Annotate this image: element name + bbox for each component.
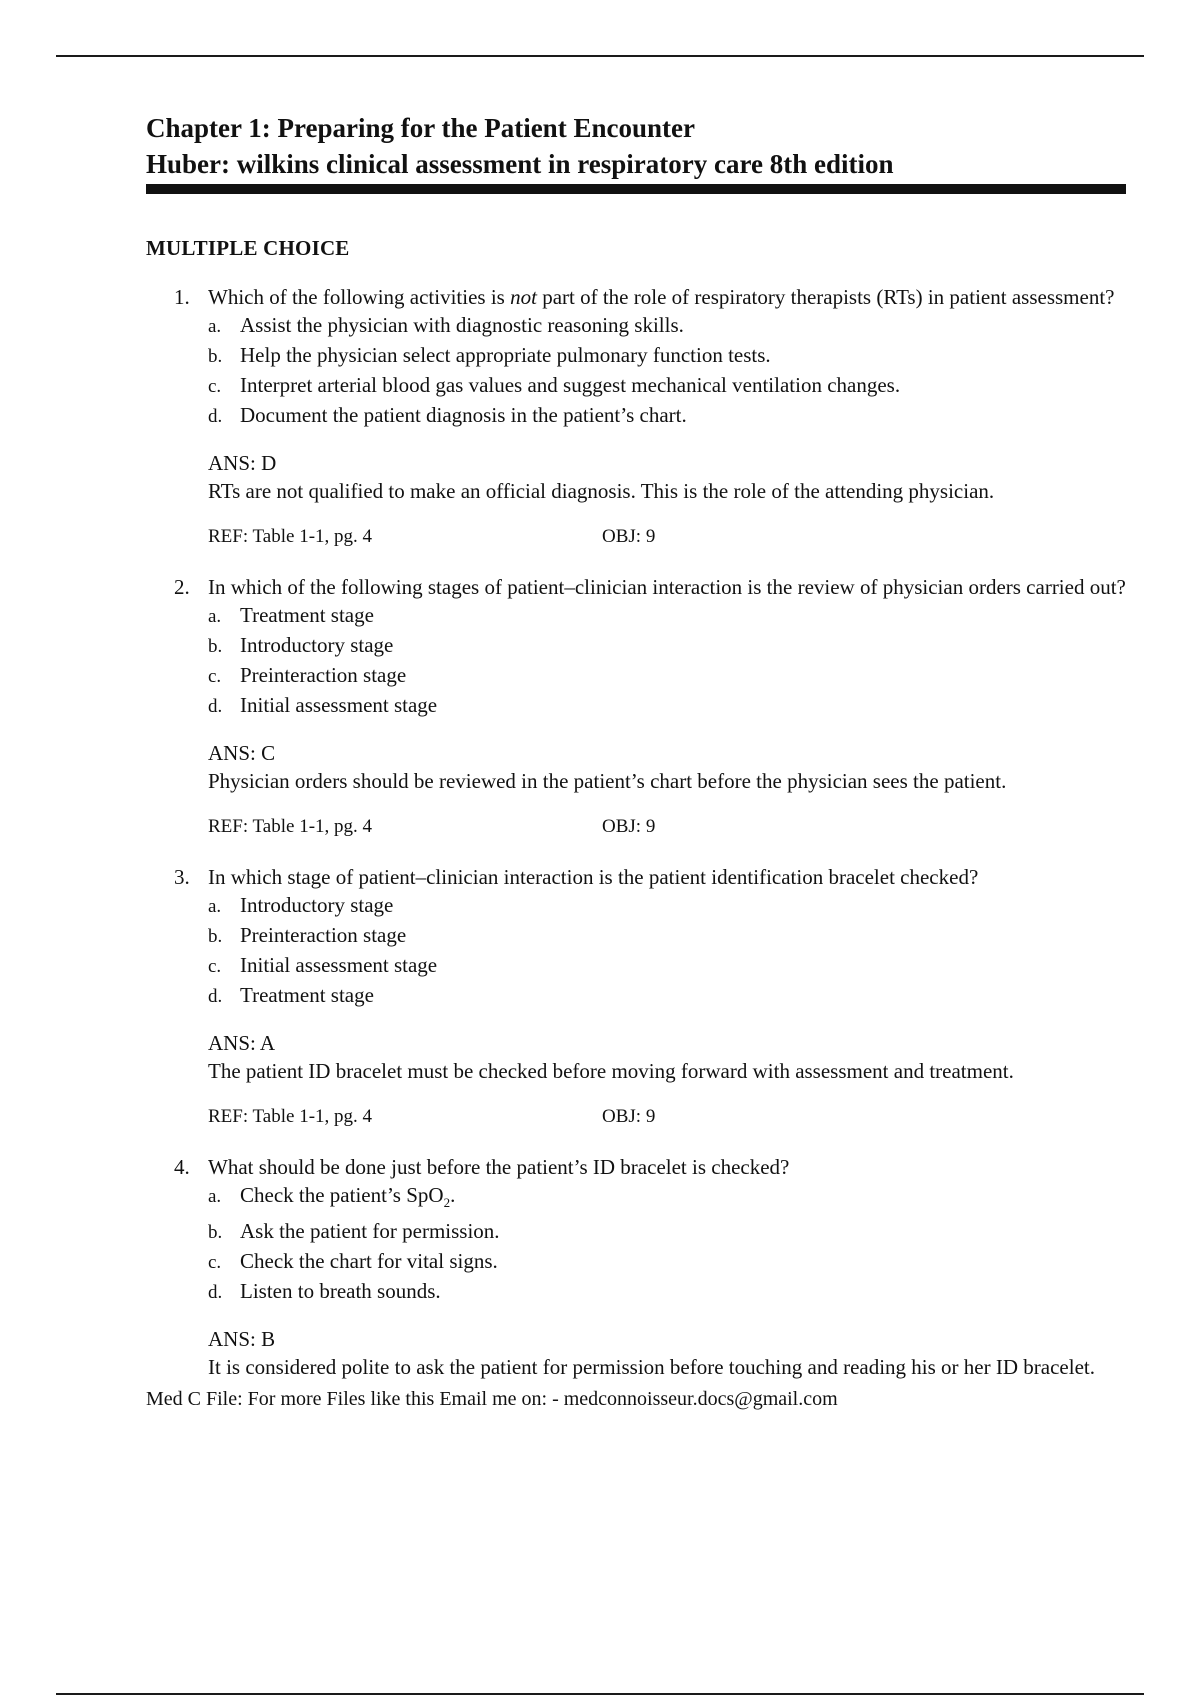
answer-rationale: The patient ID bracelet must be checked before moving forward with assessment and treatment.: [208, 1059, 1014, 1083]
stem-part: Which of the following activities is: [208, 285, 511, 309]
choice-letter: b.: [208, 636, 223, 657]
answer-label: ANS: A: [208, 1031, 276, 1055]
answer-rationale: RTs are not qualified to make an official diagnosis. This is the role of the attending physician.: [208, 479, 995, 503]
answer-block: [208, 449, 1126, 551]
choice-list: [208, 601, 1126, 721]
stem-emphasis: not: [510, 285, 537, 309]
reference-row: [208, 813, 1126, 841]
choice-text: Treatment stage: [240, 603, 374, 627]
question-stem: In which of the following stages of patient–clinician interaction is the review of physician orders carried out?: [208, 575, 1126, 599]
question-stem: [208, 283, 1126, 311]
question-1: [174, 283, 1126, 551]
choice-text: Ask the patient for permission.: [240, 1219, 500, 1244]
choice-text: Assist the physician with diagnostic reasoning skills.: [240, 313, 684, 337]
choice-text: Check the patient’s SpO: [240, 1183, 444, 1207]
choice-letter: c.: [208, 956, 222, 977]
choice-letter: c.: [208, 376, 222, 397]
reference-text: REF: Table 1-1, pg. 4: [208, 1106, 373, 1127]
choice-c: [208, 951, 1126, 981]
answer-block: [208, 1325, 1126, 1381]
book-title: Huber: wilkins clinical assessment in respiratory care 8th edition: [146, 149, 894, 179]
choice-c: [208, 661, 1126, 691]
choice-list: [208, 311, 1126, 431]
choice-a: [208, 1181, 1126, 1217]
choice-d: [208, 1277, 1126, 1307]
reference-row: [208, 1103, 1126, 1131]
top-rule: [56, 55, 1144, 57]
choice-text: Interpret arterial blood gas values and suggest mechanical ventilation changes.: [240, 373, 901, 397]
answer-rationale: Physician orders should be reviewed in the patient’s chart before the physician sees the patient.: [208, 769, 1007, 793]
choice-d: [208, 981, 1126, 1011]
choice-text: Treatment stage: [240, 983, 374, 1007]
question-number: 2.: [174, 575, 190, 599]
choice-text: Document the patient diagnosis in the patient’s chart.: [240, 403, 687, 427]
footer-note: Med C File: For more Files like this Email me on: - medconnoisseur.docs@gmail.com: [146, 1388, 838, 1411]
choice-c: [208, 1247, 1126, 1277]
answer-label: ANS: D: [208, 451, 277, 475]
objective-text: OBJ: 9: [602, 526, 656, 547]
choice-text: Initial assessment stage: [240, 693, 438, 717]
choice-a: [208, 601, 1126, 631]
choice-letter: a.: [208, 896, 222, 917]
answer-rationale: It is considered polite to ask the patient for permission before touching and reading his or her ID bracelet.: [208, 1355, 1095, 1380]
reference-row: [208, 523, 1126, 551]
question-stem: What should be done just before the patient’s ID bracelet is checked?: [208, 1155, 790, 1179]
choice-letter: d.: [208, 696, 223, 717]
choice-text-end: .: [450, 1183, 456, 1207]
question-3: [174, 863, 1126, 1131]
choice-text: Introductory stage: [240, 633, 394, 657]
choice-subscript: 2: [443, 1195, 451, 1211]
question-number: 3.: [174, 865, 190, 889]
bottom-rule: [56, 1693, 1144, 1695]
choice-letter: d.: [208, 406, 223, 427]
reference-text: REF: Table 1-1, pg. 4: [208, 816, 373, 837]
chapter-title: Chapter 1: Preparing for the Patient Encounter: [146, 113, 695, 143]
objective-text: OBJ: 9: [602, 1106, 656, 1127]
choice-letter: a.: [208, 316, 222, 337]
choice-letter: d.: [208, 986, 223, 1007]
choice-b: [208, 921, 1126, 951]
choice-text: Introductory stage: [240, 893, 394, 917]
page-content: [146, 110, 1126, 1413]
choice-a: [208, 311, 1126, 341]
choice-d: [208, 691, 1126, 721]
answer-block: [208, 1029, 1126, 1131]
choice-list: [208, 891, 1126, 1011]
choice-letter: b.: [208, 1222, 223, 1244]
answer-label: ANS: B: [208, 1327, 276, 1352]
choice-text: Check the chart for vital signs.: [240, 1249, 498, 1274]
choice-text: Listen to breath sounds.: [240, 1279, 441, 1304]
choice-text: Help the physician select appropriate pulmonary function tests.: [240, 343, 771, 367]
question-number: 4.: [174, 1155, 190, 1179]
choice-letter: b.: [208, 926, 223, 947]
choice-text: Preinteraction stage: [240, 663, 407, 687]
question-2: [174, 573, 1126, 841]
choice-letter: a.: [208, 606, 222, 627]
choice-b: [208, 631, 1126, 661]
choice-list: [208, 1181, 1126, 1307]
choice-letter: c.: [208, 666, 222, 687]
choice-letter: c.: [208, 1252, 222, 1274]
stem-part: part of the role of respiratory therapists (RTs) in patient assessment?: [536, 285, 1115, 309]
choice-text: Initial assessment stage: [240, 953, 438, 977]
choice-a: [208, 891, 1126, 921]
title-underline-bar: [146, 184, 1126, 194]
choice-d: [208, 401, 1126, 431]
choice-letter: d.: [208, 1282, 223, 1304]
question-4: [174, 1153, 1126, 1381]
choice-c: [208, 371, 1126, 401]
question-stem: In which stage of patient–clinician interaction is the patient identification bracelet checked?: [208, 865, 979, 889]
choice-b: [208, 1217, 1126, 1247]
answer-label: ANS: C: [208, 741, 276, 765]
question-number: 1.: [174, 285, 190, 309]
choice-letter: a.: [208, 1186, 222, 1207]
choice-text: Preinteraction stage: [240, 923, 407, 947]
section-heading: MULTIPLE CHOICE: [146, 236, 350, 260]
choice-b: [208, 341, 1126, 371]
reference-text: REF: Table 1-1, pg. 4: [208, 526, 373, 547]
choice-letter: b.: [208, 346, 223, 367]
answer-block: [208, 739, 1126, 841]
objective-text: OBJ: 9: [602, 816, 656, 837]
